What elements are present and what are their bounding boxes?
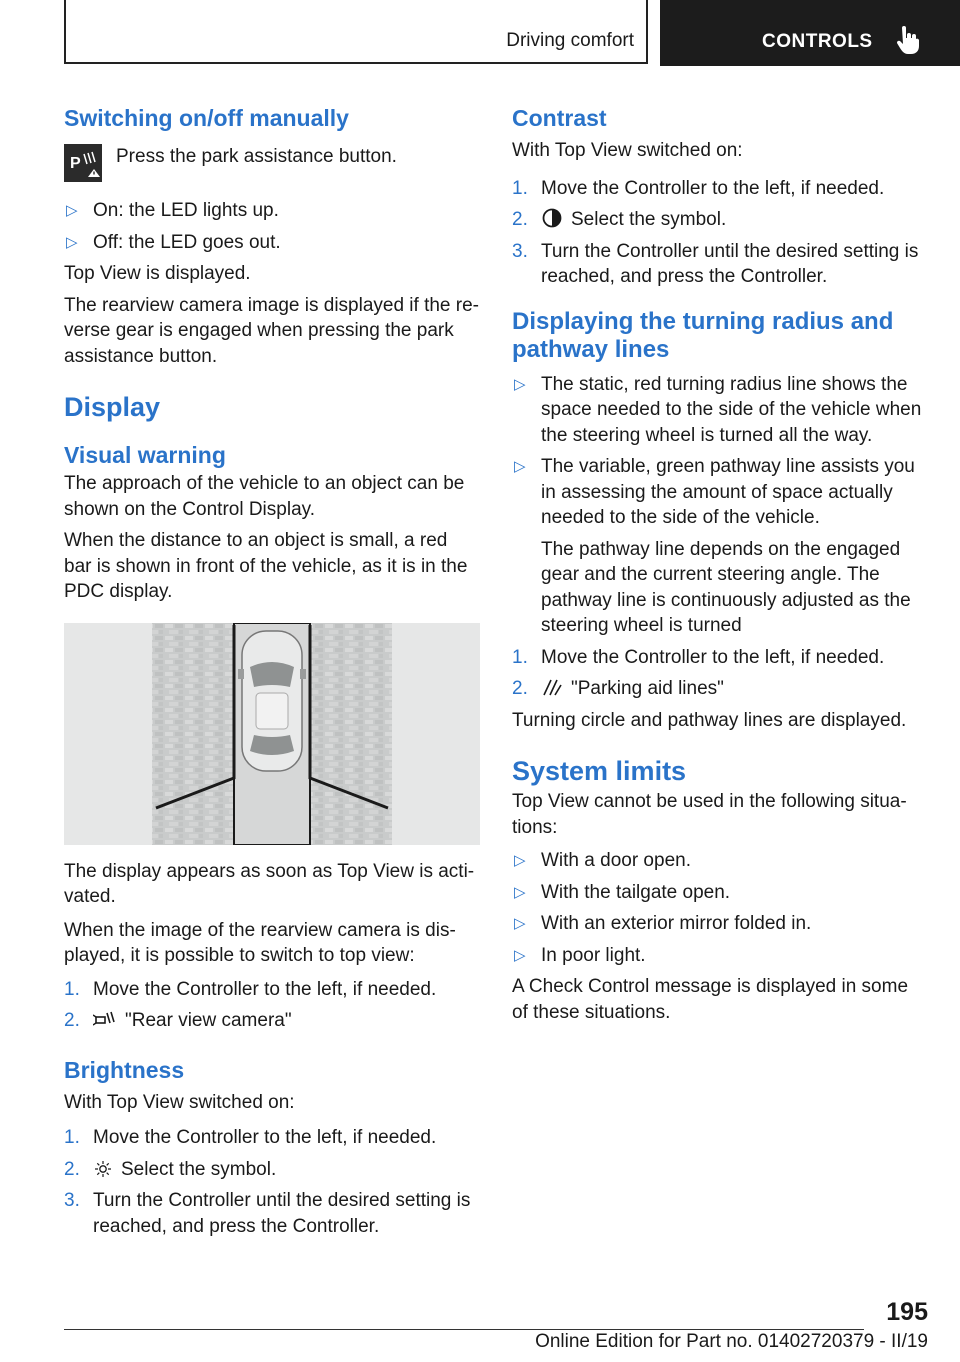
top-view-illustration bbox=[64, 623, 480, 845]
list-item: ▷ The static, red turning radius line shows the space needed to the side of the vehicle when the steering wheel is turned all the way. bbox=[514, 373, 922, 446]
list-item: 2. "Parking aid lines" bbox=[512, 678, 724, 699]
list-item: 2. "Rear view camera" bbox=[64, 1010, 292, 1031]
list-item: ▷ In poor light. bbox=[514, 944, 646, 966]
list-item: ▷ With an exterior mirror folded in. bbox=[514, 913, 812, 934]
rear-view-camera-icon bbox=[93, 1011, 117, 1029]
paragraph: Turning circle and pathway lines are displayed. bbox=[512, 709, 907, 731]
paragraph: The rearview camera image is displayed if the re‐verse gear is engaged when pressing the park assistance button. bbox=[64, 294, 480, 367]
heading-system-limits: System limits bbox=[512, 756, 687, 786]
heading-switching: Switching on/off manually bbox=[64, 105, 349, 131]
footer-edition: Online Edition for Part no. 01402720379 - II/19 bbox=[535, 1331, 928, 1352]
list-item: 1. Move the Controller to the left, if needed. bbox=[512, 646, 885, 668]
header-section-box bbox=[64, 0, 648, 64]
list-item: 2. Select the symbol. bbox=[64, 1158, 277, 1180]
left-column bbox=[64, 100, 480, 1239]
paragraph: A Check Control message is displayed in some of these situations. bbox=[512, 976, 909, 1023]
heading-display: Display bbox=[64, 392, 161, 422]
list-item: ▷ With a door open. bbox=[514, 850, 691, 871]
svg-text:P: P bbox=[70, 155, 81, 172]
list-item: ▷ On: the LED lights up. bbox=[66, 200, 279, 221]
footer-divider bbox=[64, 1329, 864, 1330]
list-item: 1. Move the Controller to the left, if needed. bbox=[64, 978, 437, 1000]
park-assist-button-icon bbox=[64, 144, 102, 182]
pointing-hand-icon bbox=[896, 26, 920, 54]
header-section-title: Driving comfort bbox=[506, 30, 634, 51]
list-item: 2. Select the symbol. bbox=[512, 209, 727, 230]
list-item: 1. Move the Controller to the left, if needed. bbox=[64, 1127, 437, 1148]
page-number: 195 bbox=[886, 1298, 928, 1326]
heading-brightness: Brightness bbox=[64, 1056, 185, 1083]
list-item: 3. Turn the Controller until the desired setting is reached, and press the Controller. bbox=[512, 240, 919, 287]
sun-brightness-icon bbox=[93, 1160, 113, 1178]
paragraph: The display appears as soon as Top View is acti‐vated. bbox=[64, 860, 475, 907]
header-chapter-tab bbox=[660, 0, 960, 66]
switching-text: Press the park assistance button. bbox=[116, 146, 397, 167]
heading-contrast: Contrast bbox=[512, 105, 607, 131]
list-item: 1. Move the Controller to the left, if needed. bbox=[512, 177, 885, 199]
list-item: ▷ With the tailgate open. bbox=[514, 881, 731, 903]
list-item: ▷ Off: the LED goes out. bbox=[66, 231, 281, 253]
contrast-icon bbox=[541, 208, 563, 228]
right-column bbox=[512, 100, 928, 1025]
park-button-row bbox=[64, 140, 480, 186]
header-chapter-title: CONTROLS bbox=[762, 31, 873, 52]
paragraph: When the distance to an object is small, a red bar is shown in front of the vehicle, as it is in the PDC display. bbox=[64, 530, 468, 602]
paragraph: Top View is displayed. bbox=[64, 263, 251, 284]
parking-p-icon bbox=[64, 144, 102, 182]
list-item: 3. Turn the Controller until the desired setting is reached, and press the Controller. bbox=[64, 1190, 471, 1237]
paragraph: Top View cannot be used in the following situa‐tions: bbox=[512, 791, 907, 838]
paragraph: With Top View switched on: bbox=[64, 1091, 295, 1113]
list-item: ▷ The variable, green pathway line assists you in assessing the amount of space actually needed to the side of the vehicle. bbox=[514, 456, 915, 528]
heading-visual-warning: Visual warning bbox=[64, 442, 226, 468]
heading-turning-radius: Displaying the turning radius and pathway lines bbox=[512, 307, 894, 363]
paragraph: The approach of the vehicle to an object can be shown on the Control Display. bbox=[64, 473, 465, 520]
parking-aid-lines-icon bbox=[541, 677, 563, 697]
paragraph: The pathway line depends on the engaged gear and the current steering angle. The pathway line is continuously adjusted as the steering wheel is turned bbox=[541, 538, 911, 636]
paragraph: When the image of the rearview camera is dis‐played, it is possible to switch to top view: bbox=[64, 919, 456, 966]
top-view-car-graphic bbox=[64, 623, 480, 845]
paragraph: With Top View switched on: bbox=[512, 140, 743, 161]
